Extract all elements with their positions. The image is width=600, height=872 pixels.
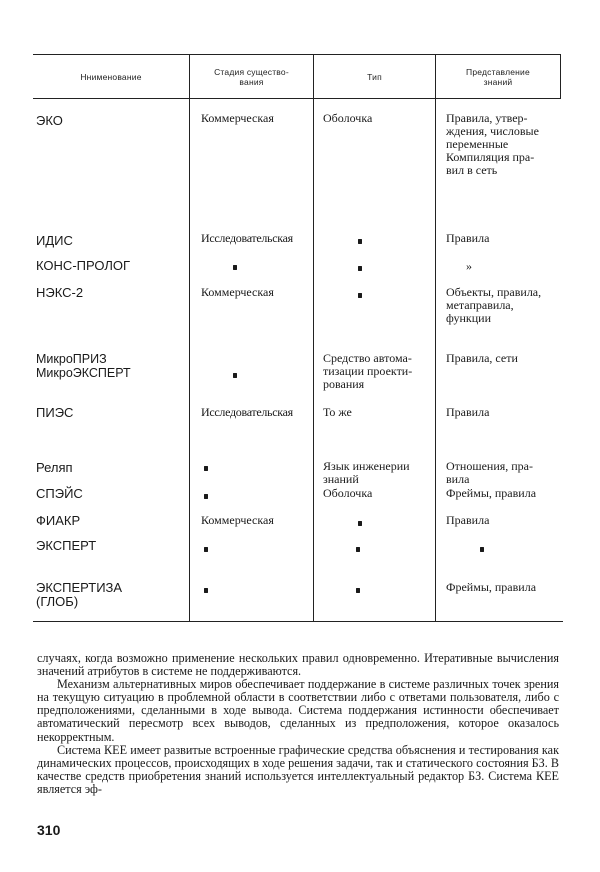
table-cell-stage: Коммерческая	[201, 285, 274, 299]
table-row-name: КОНС-ПРОЛОГ	[36, 258, 131, 273]
column-divider-right	[560, 54, 561, 99]
ditto-mark	[356, 588, 360, 593]
table-cell-stage: Исследовательская	[201, 231, 293, 245]
table-cell-type: Средство автома- тизации проекти- рования	[323, 351, 413, 391]
table-cell-stage: Исследовательская	[201, 405, 293, 419]
ditto-mark	[204, 466, 208, 471]
ditto-mark	[358, 266, 362, 271]
table-cell-type: Язык инженерии знаний	[323, 459, 410, 486]
table-cell-knowledge: Правила, сети	[446, 351, 518, 365]
table-cell-knowledge: Правила	[446, 405, 490, 419]
ditto-mark	[480, 547, 484, 552]
table-cell-knowledge: »	[466, 259, 472, 273]
table-row-name: СПЭЙС	[36, 486, 83, 501]
page-number: 310	[37, 822, 61, 838]
table-row-name: ИДИС	[36, 233, 73, 248]
header-stage: Стадия существо- вания	[214, 67, 289, 87]
column-divider-2	[313, 54, 314, 621]
ditto-mark	[358, 239, 362, 244]
table-cell-knowledge: Объекты, правила, метаправила, функции	[446, 285, 542, 325]
ditto-mark	[233, 373, 237, 378]
table-top-rule	[33, 54, 561, 55]
table-row-name: МикроПРИЗ МикроЭКСПЕРТ	[36, 352, 131, 380]
table-cell-knowledge: Отношения, пра- вила	[446, 459, 534, 486]
table-cell-type: То же	[323, 405, 352, 419]
paragraph: Система КЕЕ имеет развитые встроенные графические средства объяснения и тестирования как динамических процессов, происходящих в ходе решения задачи, так и статического состояния БЗ. В качестве средств приобретения знаний используется интеллектуальный редактор БЗ. Система КЕЕ является эф-	[37, 742, 559, 796]
table-row-name: ПИЭС	[36, 405, 74, 420]
ditto-mark	[358, 293, 362, 298]
ditto-mark	[204, 494, 208, 499]
table-cell-knowledge: Фреймы, правила	[446, 486, 537, 500]
body-text	[37, 652, 559, 796]
table-cell-stage: Коммерческая	[201, 513, 274, 527]
ditto-mark	[204, 588, 208, 593]
table-row-name: ФИАКР	[36, 513, 81, 528]
table-row-name: Реляп	[36, 460, 73, 475]
paragraph: Механизм альтернативных миров обеспечивает поддержание в системе различных точек зрения на текущую ситуацию в проблемной области в соответствии либо с ответами пользователя, либо с предположениями, сделанными в ходе вывода. Система поддержания истинности обеспечивает автоматический пересмотр всех выводов, сделанных из предположения, которое оказалось некорректным.	[37, 677, 559, 744]
table-cell-knowledge: Фреймы, правила	[446, 580, 537, 594]
column-divider-3	[435, 54, 436, 621]
header-name: Ннименование	[80, 72, 142, 82]
column-divider-1	[189, 54, 190, 621]
header-knowledge: Представление знаний	[466, 67, 530, 87]
table-row-name: ЭКСПЕРТИЗА (ГЛОБ)	[36, 580, 123, 609]
table-cell-knowledge: Правила	[446, 231, 490, 245]
table-row-name: ЭКСПЕРТ	[36, 538, 97, 553]
ditto-mark	[204, 547, 208, 552]
table-row-name: ЭКО	[36, 113, 63, 128]
table-cell-knowledge: Правила, утвер- ждения, числовые переменные Компиляция пра- вил в сеть	[446, 111, 539, 177]
ditto-mark	[233, 265, 237, 270]
table-row-name: НЭКС-2	[36, 285, 84, 300]
ditto-mark	[358, 521, 362, 526]
table-cell-stage: Коммерческая	[201, 111, 274, 125]
paragraph: случаях, когда возможно применение нескольких правил одновременно. Итеративные вычисления значений атрибутов в системе не поддерживаются.	[37, 651, 559, 679]
table-cell-type: Оболочка	[323, 486, 373, 500]
table-cell-knowledge: Правила	[446, 513, 490, 527]
table-bottom-rule	[33, 621, 563, 622]
header-type: Тип	[367, 72, 382, 82]
table-cell-type: Оболочка	[323, 111, 373, 125]
table-header-rule	[33, 98, 561, 99]
ditto-mark	[356, 547, 360, 552]
